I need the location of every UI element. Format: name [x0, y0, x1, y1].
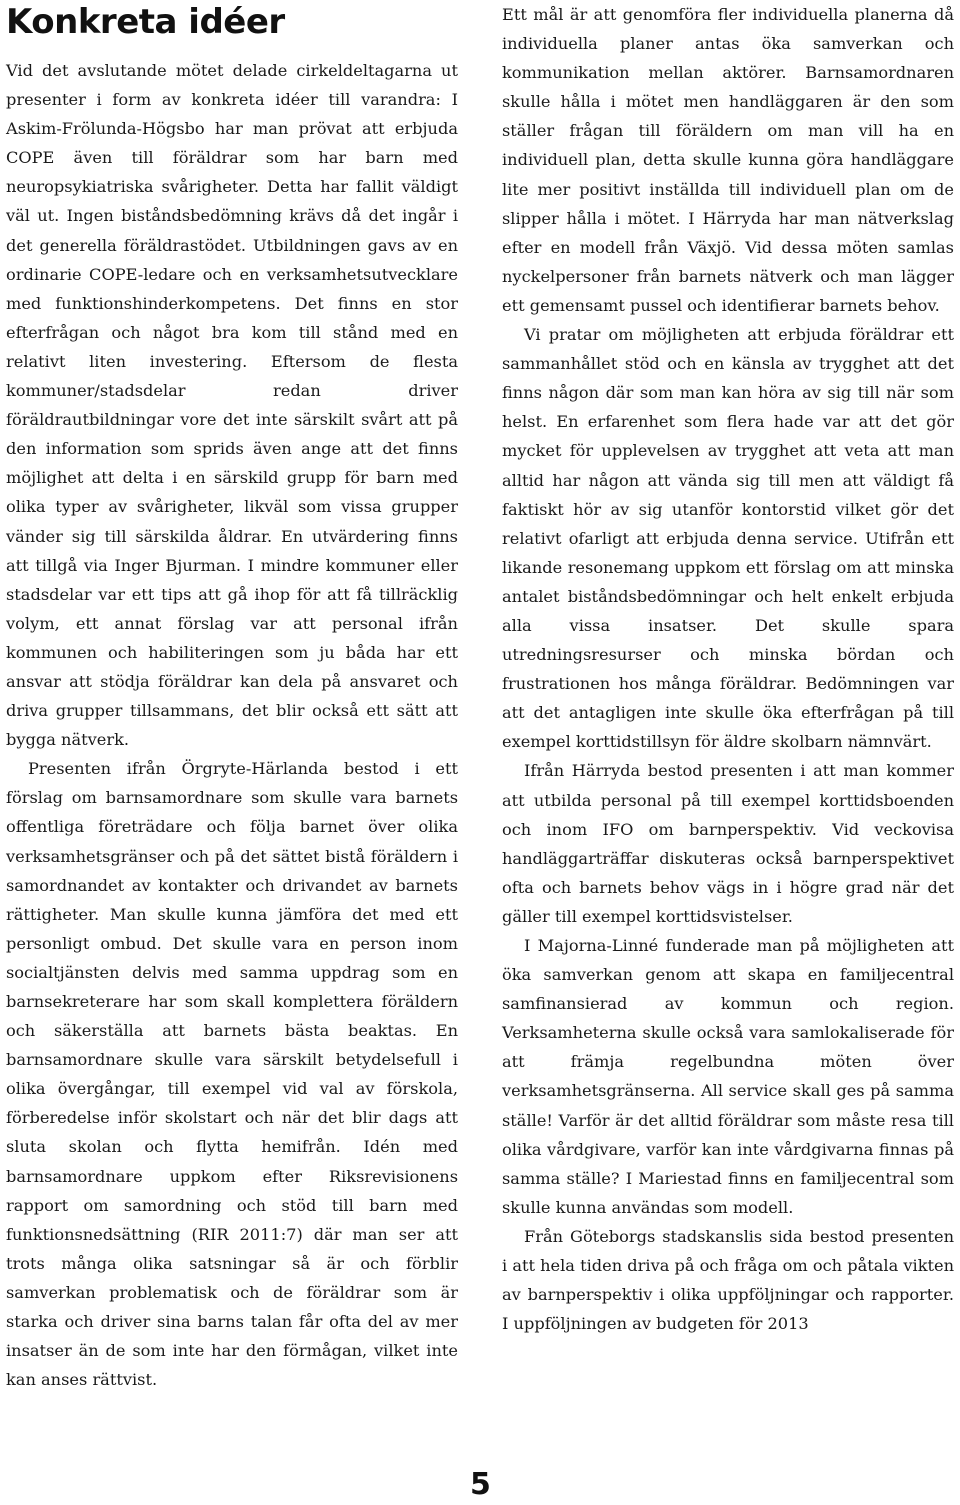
paragraph: Från Göteborgs stadskanslis sida bestod presenten i att hela tiden driva på och fråga om och påtala vikten av barnperspektiv i olika uppföljningar och rapporter. I uppföljningen av budgeten för 2013: [502, 1226, 955, 1334]
paragraph: Ett mål är att genomföra fler individuella planerna då individuella planer antas öka samverkan och kommunikation mellan aktörer. Barnsamordnaren skulle hålla i mötet men handläggaren är den som ställer frågan till föräldern om man vill ha en individuell plan, detta skulle kunna göra handläggare lite mer positivt inställda till individuell plan om de slipper hålla i mötet. I Härryda har man nätverkslag efter en modell från Växjö. Vid dessa möten samlas nyckelpersoner från barnets nätverk och man lägger ett gemensamt pussel och identifierar barnets behov.: [502, 5, 954, 315]
left-column: [6, 56, 458, 1394]
paragraph: Vi pratar om möjligheten att erbjuda föräldrar ett sammanhållet stöd och en känsla av trygghet att det finns någon där som man kan höra av sig till när som helst. En erfarenhet som flera hade var att det gör mycket för upplevelsen av trygghet att veta att man alltid har någon att vända sig till men att väldigt få faktiskt hör av sig utanför kontorstid vilket gör det relativt ofarligt att erbjuda denna service. Utifrån ett likande resonemang uppkom ett förslag om att minska antalet biståndsbedömningar och helt enkelt erbjuda alla vissa insatser. Det skulle spara utredningsresurser och minska bördan och frustrationen hos många föräldrar. Bedömningen var att det antagligen inte skulle öka efterfrågan på till exempel korttidstillsyn för äldre skolbarn nämnvärt.: [502, 325, 954, 752]
paragraph: Ifrån Härryda bestod presenten i att man kommer att utbilda personal på till exempel korttidsboenden och inom IFO om barnperspektiv. Vid veckovisa handläggarträffar diskuteras också barnperspektivet ofta och barnets behov vägs in i högre grad när det gäller till exempel korttidsvistelser.: [502, 761, 954, 926]
paragraph: Vid det avslutande mötet delade cirkeldeltagarna ut presenter i form av konkreta idéer till varandra: I Askim-Frölunda-Högsbo har man prövat att erbjuda COPE även till föräldrar som har barn med neuropsykiatriska svårigheter. Detta har fallit väldigt väl ut. Ingen biståndsbedömning krävs då det ingår i det generella föräldrastödet. Utbildningen gavs av en ordinarie COPE-ledare och en verksamhetsutvecklare med funktionshinderkompetens. Det finns en stor efterfrågan och något bra kom till stånd med en relativt liten investering. Eftersom de flesta kommuner/stadsdelar redan driver föräldrautbildningar vore det inte särskilt svårt att på den information som sprids även ange att det finns möjlighet att delta i en särskild grupp för barn med olika typer av svårigheter, likväl som vissa grupper vänder sig till särskilda åldrar. En utvärdering finns att tillgå via Inger Bjurman. I mindre kommuner eller stadsdelar var ett tips att gå ihop för att få tillräcklig volym, ett annat förslag var att personal ifrån kommunen och habiliteringen som ju båda har ett ansvar att stödja föräldrar kan dela på ansvaret och driva grupper tillsammans, det blir också ett sätt att bygga nätverk.: [6, 61, 458, 750]
page-number: 5: [470, 1467, 491, 1502]
paragraph: Presenten ifrån Örgryte-Härlanda bestod i ett förslag om barnsamordnare som skulle vara barnets offentliga företrädare och följa barnet över olika verksamhetsgränser och på det sättet bistå föräldern i samordnandet av kontakter och drivandet av barnets rättigheter. Man skulle kunna jämföra det med ett personligt ombud. Det skulle vara en person inom socialtjänsten delvis med samma uppdrag som en barnsekreterare har som skall komplettera föräldern och säkerställa att barnets bästa beaktas. En barnsamordnare skulle vara särskilt betydelsefull i olika övergångar, till exempel vid val av förskola, förberedelse inför skolstart och när det blir dags att sluta skolan och flytta hemifrån. Idén med barnsamordnare uppkom efter Riksrevisionens rapport om samordning och stöd till barn med funktionsnedsättning (RIR 2011:7) där man ser att trots många olika satsningar så är och förblir samverkan problematisk och de föräldrar som är starka och driver sina barns talan får ofta del av mer insatser än de som inte har den förmågan, vilket inte kan anses rättvist.: [6, 759, 458, 1390]
right-column: [502, 0, 954, 1338]
page-title: Konkreta idéer: [6, 2, 285, 42]
paragraph: I Majorna-Linné funderade man på möjligheten att öka samverkan genom att skapa en familjecentral samfinansierad av kommun och region. Verksamheterna skulle också vara samlokaliserade för att främja regelbundna möten över verksamhetsgränserna. All service skall ges på samma ställe! Varför är det alltid föräldrar som måste resa till olika vårdgivare, varför kan inte vårdgivarna finnas på samma ställe? I Mariestad finns en familjecentral som skulle kunna användas som modell.: [502, 936, 954, 1217]
